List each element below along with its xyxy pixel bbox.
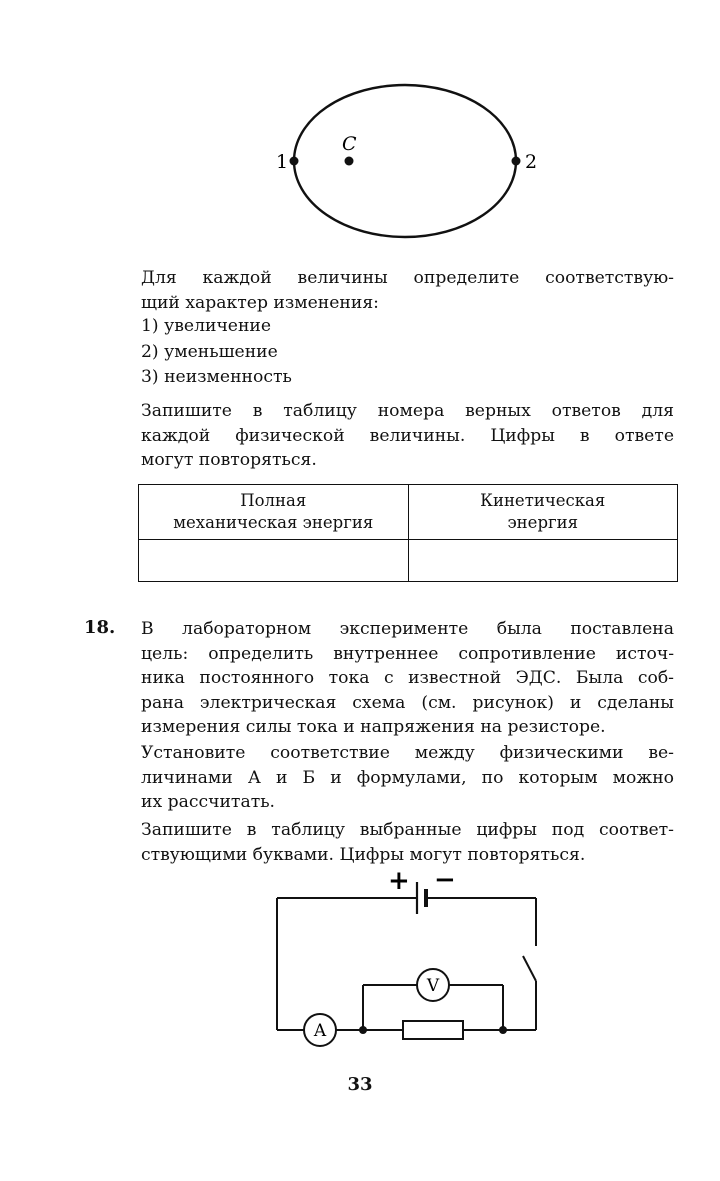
header-line: Кинетическая [480, 491, 606, 510]
table-header-row [139, 485, 678, 540]
task17-instruction [141, 399, 674, 473]
task18-text [141, 617, 674, 740]
table-answer-row [139, 540, 678, 582]
answer-cell-kinetic[interactable] [408, 540, 678, 582]
junction-dot [499, 1026, 507, 1034]
text-line: измерения силы тока и напряжения на резисторе. [141, 717, 606, 737]
resistor [403, 1021, 463, 1039]
orbit-ellipse [294, 85, 516, 237]
task17-intro [141, 266, 674, 315]
text-line: личинами А и Б и формулами, по которым можно [141, 767, 674, 788]
battery-plus-sign: + [388, 866, 410, 896]
header-line: энергия [507, 513, 579, 532]
text-line: цель: определить внутреннее сопротивление источ- [141, 643, 674, 664]
task18-write [141, 818, 674, 867]
junction-dot [359, 1026, 367, 1034]
text-line: щий характер изменения: [141, 292, 379, 313]
point-1-dot [290, 157, 299, 166]
circuit-diagram [260, 866, 560, 1056]
battery-minus-sign: − [434, 866, 456, 895]
text-line: ствующими буквами. Цифры могут повторяться. [141, 844, 586, 865]
header-line: механическая энергия [173, 513, 374, 532]
ammeter-label: A [313, 1021, 327, 1041]
task17-options [141, 314, 292, 391]
point-1-label: 1 [276, 151, 289, 173]
text-line: В лабораторном эксперименте была поставлена [141, 619, 674, 639]
option-item: 2) уменьшение [141, 341, 278, 362]
text-line: Установите соответствие между физическими ве- [141, 743, 674, 763]
option-item: 1) увеличение [141, 316, 272, 336]
option-item: 3) неизменность [141, 367, 292, 387]
point-2-label: 2 [525, 151, 538, 173]
header-full-mechanical-energy [139, 485, 409, 540]
answer-table [138, 484, 678, 582]
task18-match [141, 741, 674, 815]
text-line: их рассчитать. [141, 792, 276, 812]
text-line: Запишите в таблицу выбранные цифры под соответ- [141, 820, 674, 840]
text-line: Для каждой величины определите соответствую- [141, 268, 674, 288]
text-line: могут повторяться. [141, 450, 317, 470]
point-center-dot [345, 157, 354, 166]
page-number: 33 [347, 1074, 373, 1095]
header-line: Полная [240, 491, 307, 510]
header-kinetic-energy [408, 485, 678, 540]
point-center-label: C [342, 133, 357, 155]
answer-cell-mechanical[interactable] [139, 540, 409, 582]
voltmeter-label: V [426, 976, 440, 996]
text-line: рана электрическая схема (см. рисунок) и сделаны [141, 692, 674, 713]
task18-number: 18. [84, 617, 116, 638]
point-2-dot [512, 157, 521, 166]
switch-blade [523, 956, 536, 981]
text-line: каждой физической величины. Цифры в ответе [141, 425, 674, 446]
text-line: Запишите в таблицу номера верных ответов для [141, 401, 674, 421]
orbit-figure [270, 80, 550, 250]
text-line: ника постоянного тока с известной ЭДС. Была соб- [141, 668, 674, 688]
